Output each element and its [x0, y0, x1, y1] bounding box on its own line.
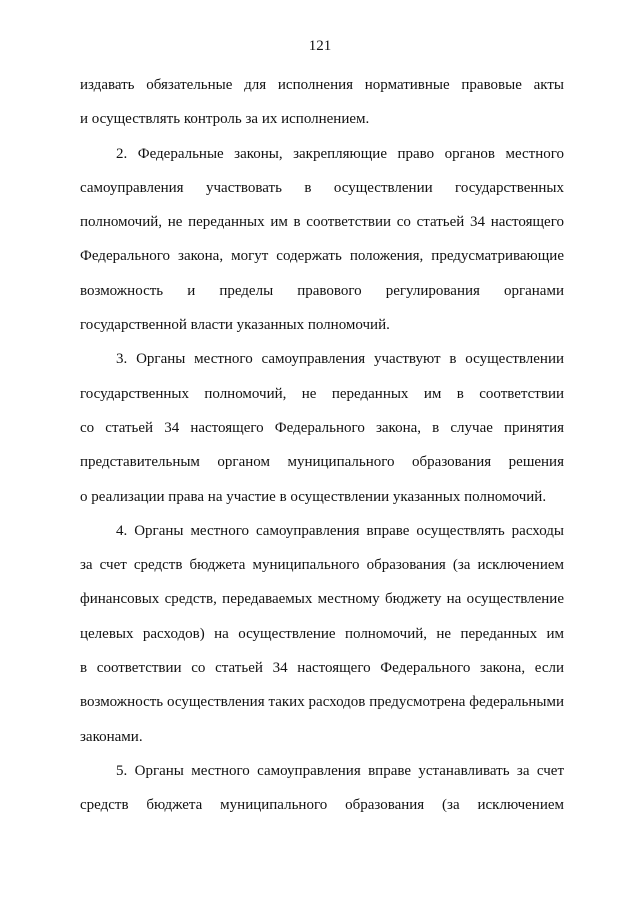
text-line: государственных полномочий, не переданных им в соответствии	[80, 385, 564, 402]
text-line: о реализации права на участие в осуществлении указанных полномочий.	[80, 488, 547, 505]
text-line: со статьей 34 настоящего Федерального закона, в случае принятия	[80, 419, 564, 436]
text-line: финансовых средств, передаваемых местному бюджету на осуществление	[80, 591, 564, 608]
text-line: государственной власти указанных полномочий.	[80, 317, 390, 334]
text-line: издавать обязательные для исполнения нормативные правовые акты	[80, 77, 564, 93]
text-line: законами.	[80, 728, 143, 745]
text-line: за счет средств бюджета муниципального образования (за исключением	[80, 557, 564, 574]
paragraph-first-line: 2. Федеральные законы, закрепляющие право органов местного	[116, 145, 564, 162]
text-line: самоуправления участвовать в осуществлении государственных	[80, 179, 564, 196]
paragraph-first-line: 3. Органы местного самоуправления участвуют в осуществлении	[116, 351, 564, 368]
text-line: Федерального закона, могут содержать положения, предусматривающие	[80, 248, 564, 265]
text-line: и осуществлять контроль за их исполнением.	[80, 111, 370, 128]
paragraph-first-line: 5. Органы местного самоуправления вправе устанавливать за счет	[116, 762, 564, 779]
text-line: возможность и пределы правового регулирования органами	[80, 282, 564, 299]
text-line: целевых расходов) на осуществление полномочий, не переданных им	[80, 625, 564, 642]
text-line: средств бюджета муниципального образования (за исключением	[80, 797, 564, 814]
page-number: 121	[308, 38, 332, 54]
text-line: представительным органом муниципального образования решения	[80, 454, 564, 471]
document-body	[80, 72, 564, 827]
paragraph-first-line: 4. Органы местного самоуправления вправе осуществлять расходы	[116, 522, 564, 539]
text-line: возможность осуществления таких расходов предусмотрена федеральными	[80, 694, 564, 711]
text-line: полномочий, не переданных им в соответствии со статьей 34 настоящего	[80, 214, 564, 231]
text-line: в соответствии со статьей 34 настоящего Федерального закона, если	[80, 660, 564, 677]
